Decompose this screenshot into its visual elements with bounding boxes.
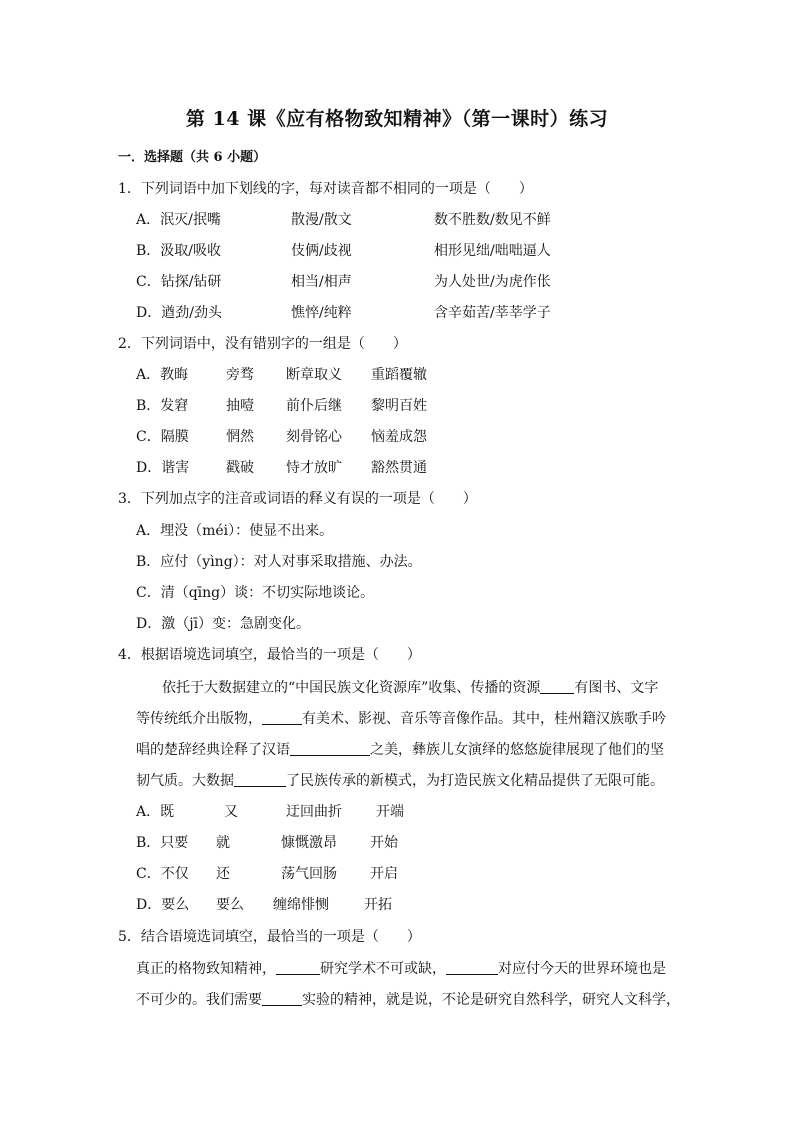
q4-a-word-2: 又 xyxy=(224,804,238,820)
q2-c-word-2: 惘然 xyxy=(226,429,254,445)
passage-text: 之美，彝族儿女演绎的悠悠旋律展现了他们的坚 xyxy=(370,742,664,758)
q2-d-word-3: 恃才放旷 xyxy=(286,460,342,476)
passage-text: 有图书、文字 xyxy=(574,680,659,696)
q3-option-b[interactable]: B．应付（yìng）：对人对事采取措施、办法。 xyxy=(136,554,422,570)
q4-a-word-1: A．既 xyxy=(136,804,175,820)
fill-blank-4 xyxy=(234,772,286,787)
q1-b-pair-3: 相形见绌/咄咄逼人 xyxy=(434,243,551,259)
q1-d-pair-3: 含辛茹苦/莘莘学子 xyxy=(434,305,551,321)
q2-a-word-1: A．教晦 xyxy=(136,367,189,383)
q2-d-word-2: 戳破 xyxy=(226,460,254,476)
passage-text: 唱的楚辞经典诠释了汉语 xyxy=(136,742,290,758)
q2-b-word-1: B．发窘 xyxy=(136,398,189,414)
q4-d-word-1: D．要么 xyxy=(136,897,190,913)
q4-c-word-3: 荡气回肠 xyxy=(281,866,337,882)
question-2-stem: 2．下列词语中，没有错别字的一组是（ ） xyxy=(118,336,407,352)
q3-option-d[interactable]: D．激（jī）变：急剧变化。 xyxy=(136,616,311,632)
q2-c-word-1: C．隔膜 xyxy=(136,429,189,445)
q2-d-word-4: 豁然贯通 xyxy=(371,460,427,476)
q2-d-word-1: D．谐害 xyxy=(136,460,190,476)
q4-passage-line-1 xyxy=(162,677,658,697)
q4-d-word-4: 开拓 xyxy=(364,897,392,913)
q1-a-pair-2: 散漫/散文 xyxy=(291,212,352,228)
fill-blank-2 xyxy=(446,960,498,975)
q2-b-word-3: 前仆后继 xyxy=(286,398,342,414)
question-3-stem: 3．下列加点字的注音或词语的释义有误的一项是（ ） xyxy=(118,491,477,507)
q1-d-pair-1: D．遒劲/劲头 xyxy=(136,305,222,321)
q3-option-a[interactable]: A．埋没（méi）：使显不出来。 xyxy=(136,523,334,539)
q1-d-pair-2: 憔悴/纯粹 xyxy=(291,305,352,321)
q1-b-pair-2: 伎俩/歧视 xyxy=(291,243,352,259)
q4-b-word-3: 慷慨激昂 xyxy=(281,835,337,851)
q1-a-pair-1: A．泯灭/抿嘴 xyxy=(136,212,221,228)
q4-b-word-4: 开始 xyxy=(370,835,398,851)
q4-c-word-2: 还 xyxy=(216,866,230,882)
fill-blank-3 xyxy=(290,741,370,756)
q2-c-word-3: 刻骨铭心 xyxy=(286,429,342,445)
q5-passage-line-1 xyxy=(136,958,666,978)
q4-d-word-2: 要么 xyxy=(216,897,244,913)
q4-a-word-3: 迂回曲折 xyxy=(286,804,342,820)
passage-text: 研究学术不可或缺， xyxy=(320,961,446,977)
fill-blank-1 xyxy=(540,679,574,694)
q2-b-word-4: 黎明百姓 xyxy=(371,398,427,414)
question-1-stem: 1．下列词语中加下划线的字，每对读音都不相同的一项是（ ） xyxy=(118,181,533,197)
q4-c-word-1: C．不仅 xyxy=(136,866,189,882)
q2-c-word-4: 恼羞成怨 xyxy=(371,429,427,445)
q1-c-pair-2: 相当/相声 xyxy=(291,274,352,290)
q1-b-pair-1: B．汲取/吸收 xyxy=(136,243,222,259)
q4-c-word-4: 开启 xyxy=(370,866,398,882)
q4-passage-line-2 xyxy=(136,708,666,728)
q1-c-pair-1: C．钻探/钻研 xyxy=(136,274,222,290)
q3-option-c[interactable]: C．清（qīng）谈：不切实际地谈论。 xyxy=(136,585,375,601)
passage-text: 等传统纸介出版物， xyxy=(136,711,262,727)
passage-text: 有美术、影视、音乐等音像作品。其中，桂州籍汉族歌手吟 xyxy=(302,711,666,727)
q4-d-word-3: 缠绵悱恻 xyxy=(273,897,329,913)
fill-blank-3 xyxy=(262,991,302,1006)
q5-passage-line-2 xyxy=(136,989,680,1009)
passage-text: 对应付今天的世界环境也是 xyxy=(498,961,666,977)
passage-text: 不可少的。我们需要 xyxy=(136,992,262,1008)
q4-passage-line-4 xyxy=(136,770,664,790)
passage-text: 韧气质。大数据 xyxy=(136,773,234,789)
passage-text: 实验的精神，就是说，不论是研究自然科学，研究人文科学， xyxy=(302,992,680,1008)
q4-passage-line-3 xyxy=(136,739,664,759)
question-4-stem: 4．根据语境选词填空，最恰当的一项是（ ） xyxy=(118,647,421,663)
q4-b-word-2: 就 xyxy=(216,835,230,851)
fill-blank-2 xyxy=(262,710,302,725)
q2-a-word-3: 断章取义 xyxy=(286,367,342,383)
page-title: 第 14 课《应有格物致知精神》（第一课时）练习 xyxy=(185,108,609,130)
q2-a-word-4: 重蹈覆辙 xyxy=(371,367,427,383)
q4-b-word-1: B．只要 xyxy=(136,835,189,851)
q1-c-pair-3: 为人处世/为虎作伥 xyxy=(434,274,551,290)
passage-text: 了民族传承的新模式，为打造民族文化精品提供了无限可能。 xyxy=(286,773,664,789)
q1-a-pair-3: 数不胜数/数见不鲜 xyxy=(434,212,551,228)
fill-blank-1 xyxy=(276,960,320,975)
q2-a-word-2: 旁骛 xyxy=(226,367,254,383)
section-heading: 一．选择题（共 6 小题） xyxy=(118,150,267,165)
q2-b-word-2: 抽噎 xyxy=(226,398,254,414)
passage-text: 真正的格物致知精神， xyxy=(136,961,276,977)
question-5-stem: 5．结合语境选词填空，最恰当的一项是（ ） xyxy=(118,929,421,945)
passage-text: 依托于大数据建立的“中国民族文化资源库”收集、传播的资源 xyxy=(162,680,541,696)
q4-a-word-4: 开端 xyxy=(376,804,404,820)
